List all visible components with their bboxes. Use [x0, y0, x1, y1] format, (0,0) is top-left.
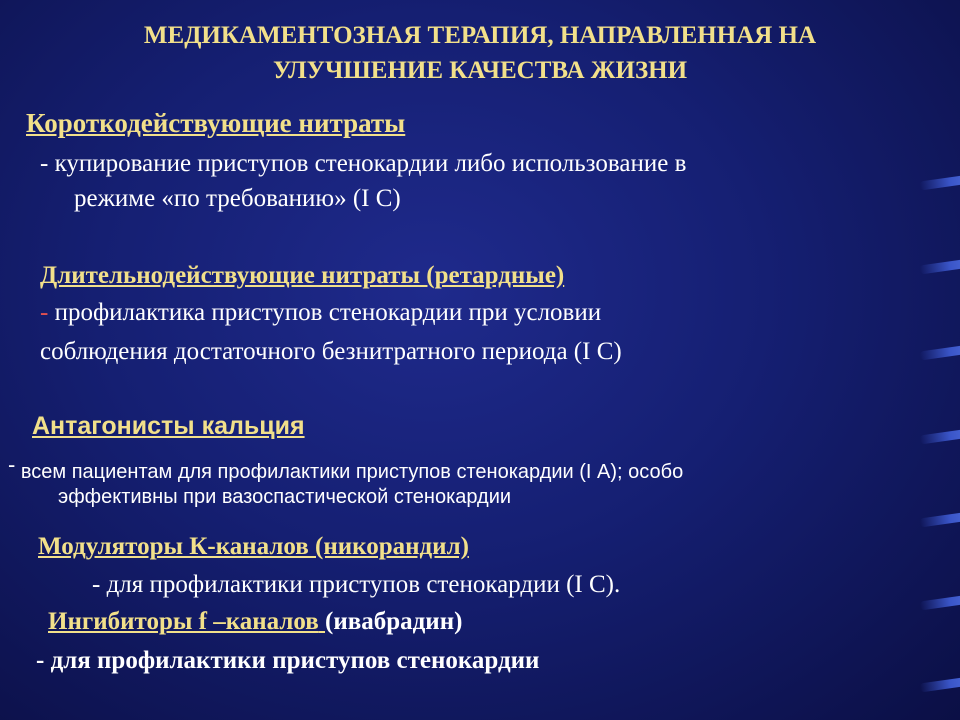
heading-text: Короткодействующие нитраты	[26, 108, 406, 138]
slide-title	[0, 18, 960, 88]
heading-text: Ингибиторы f –каналов	[48, 608, 319, 635]
dash: -	[8, 452, 16, 477]
heading-text: Длительнодействующие нитраты (ретардные)	[40, 262, 565, 289]
heading-text: Модуляторы К-каналов (никорандил)	[38, 533, 469, 560]
text-long-acting-nitrates-1	[40, 299, 601, 327]
decorative-stripes	[900, 0, 960, 720]
slide-title-line-1: МЕДИКАМЕНТОЗНАЯ ТЕРАПИЯ, НАПРАВЛЕННАЯ НА	[143, 22, 817, 49]
text-k-channel-modulators: - для профилактики приступов стенокардии (I C).	[92, 571, 621, 598]
heading-row-f-channel-inhibitors	[48, 608, 462, 636]
heading-text: Антагонисты кальция	[32, 412, 305, 440]
heading-f-channel-inhibitors	[48, 608, 325, 635]
text-f-channel-inhibitors: - для профилактики приступов стенокардии	[36, 647, 540, 674]
text-short-acting-nitrates-1	[40, 150, 686, 178]
dash: -	[40, 299, 49, 326]
text-calcium-antagonists-2: эффективны при вазоспастической стенокардии	[58, 486, 512, 508]
slide-title-line-2: УЛУЧШЕНИЕ КАЧЕСТВА ЖИЗНИ	[272, 57, 688, 84]
text: всем пациентам для профилактики приступов стенокардии (I А); особо	[20, 461, 684, 483]
text-long-acting-nitrates-2: соблюдения достаточного безнитратного периода (I C)	[40, 338, 622, 365]
text-short-acting-nitrates-2: режиме «по требованию» (I C)	[74, 185, 401, 212]
heading-suffix: (ивабрадин)	[325, 608, 463, 635]
text-calcium-antagonists-1	[8, 452, 683, 484]
text: профилактика приступов стенокардии при условии	[54, 299, 602, 326]
heading-short-acting-nitrates	[26, 108, 405, 139]
text: купирование приступов стенокардии либо использование в	[54, 150, 687, 177]
heading-k-channel-modulators	[38, 533, 469, 561]
dash: -	[40, 150, 49, 177]
heading-calcium-antagonists	[32, 412, 305, 441]
heading-long-acting-nitrates	[40, 262, 564, 290]
